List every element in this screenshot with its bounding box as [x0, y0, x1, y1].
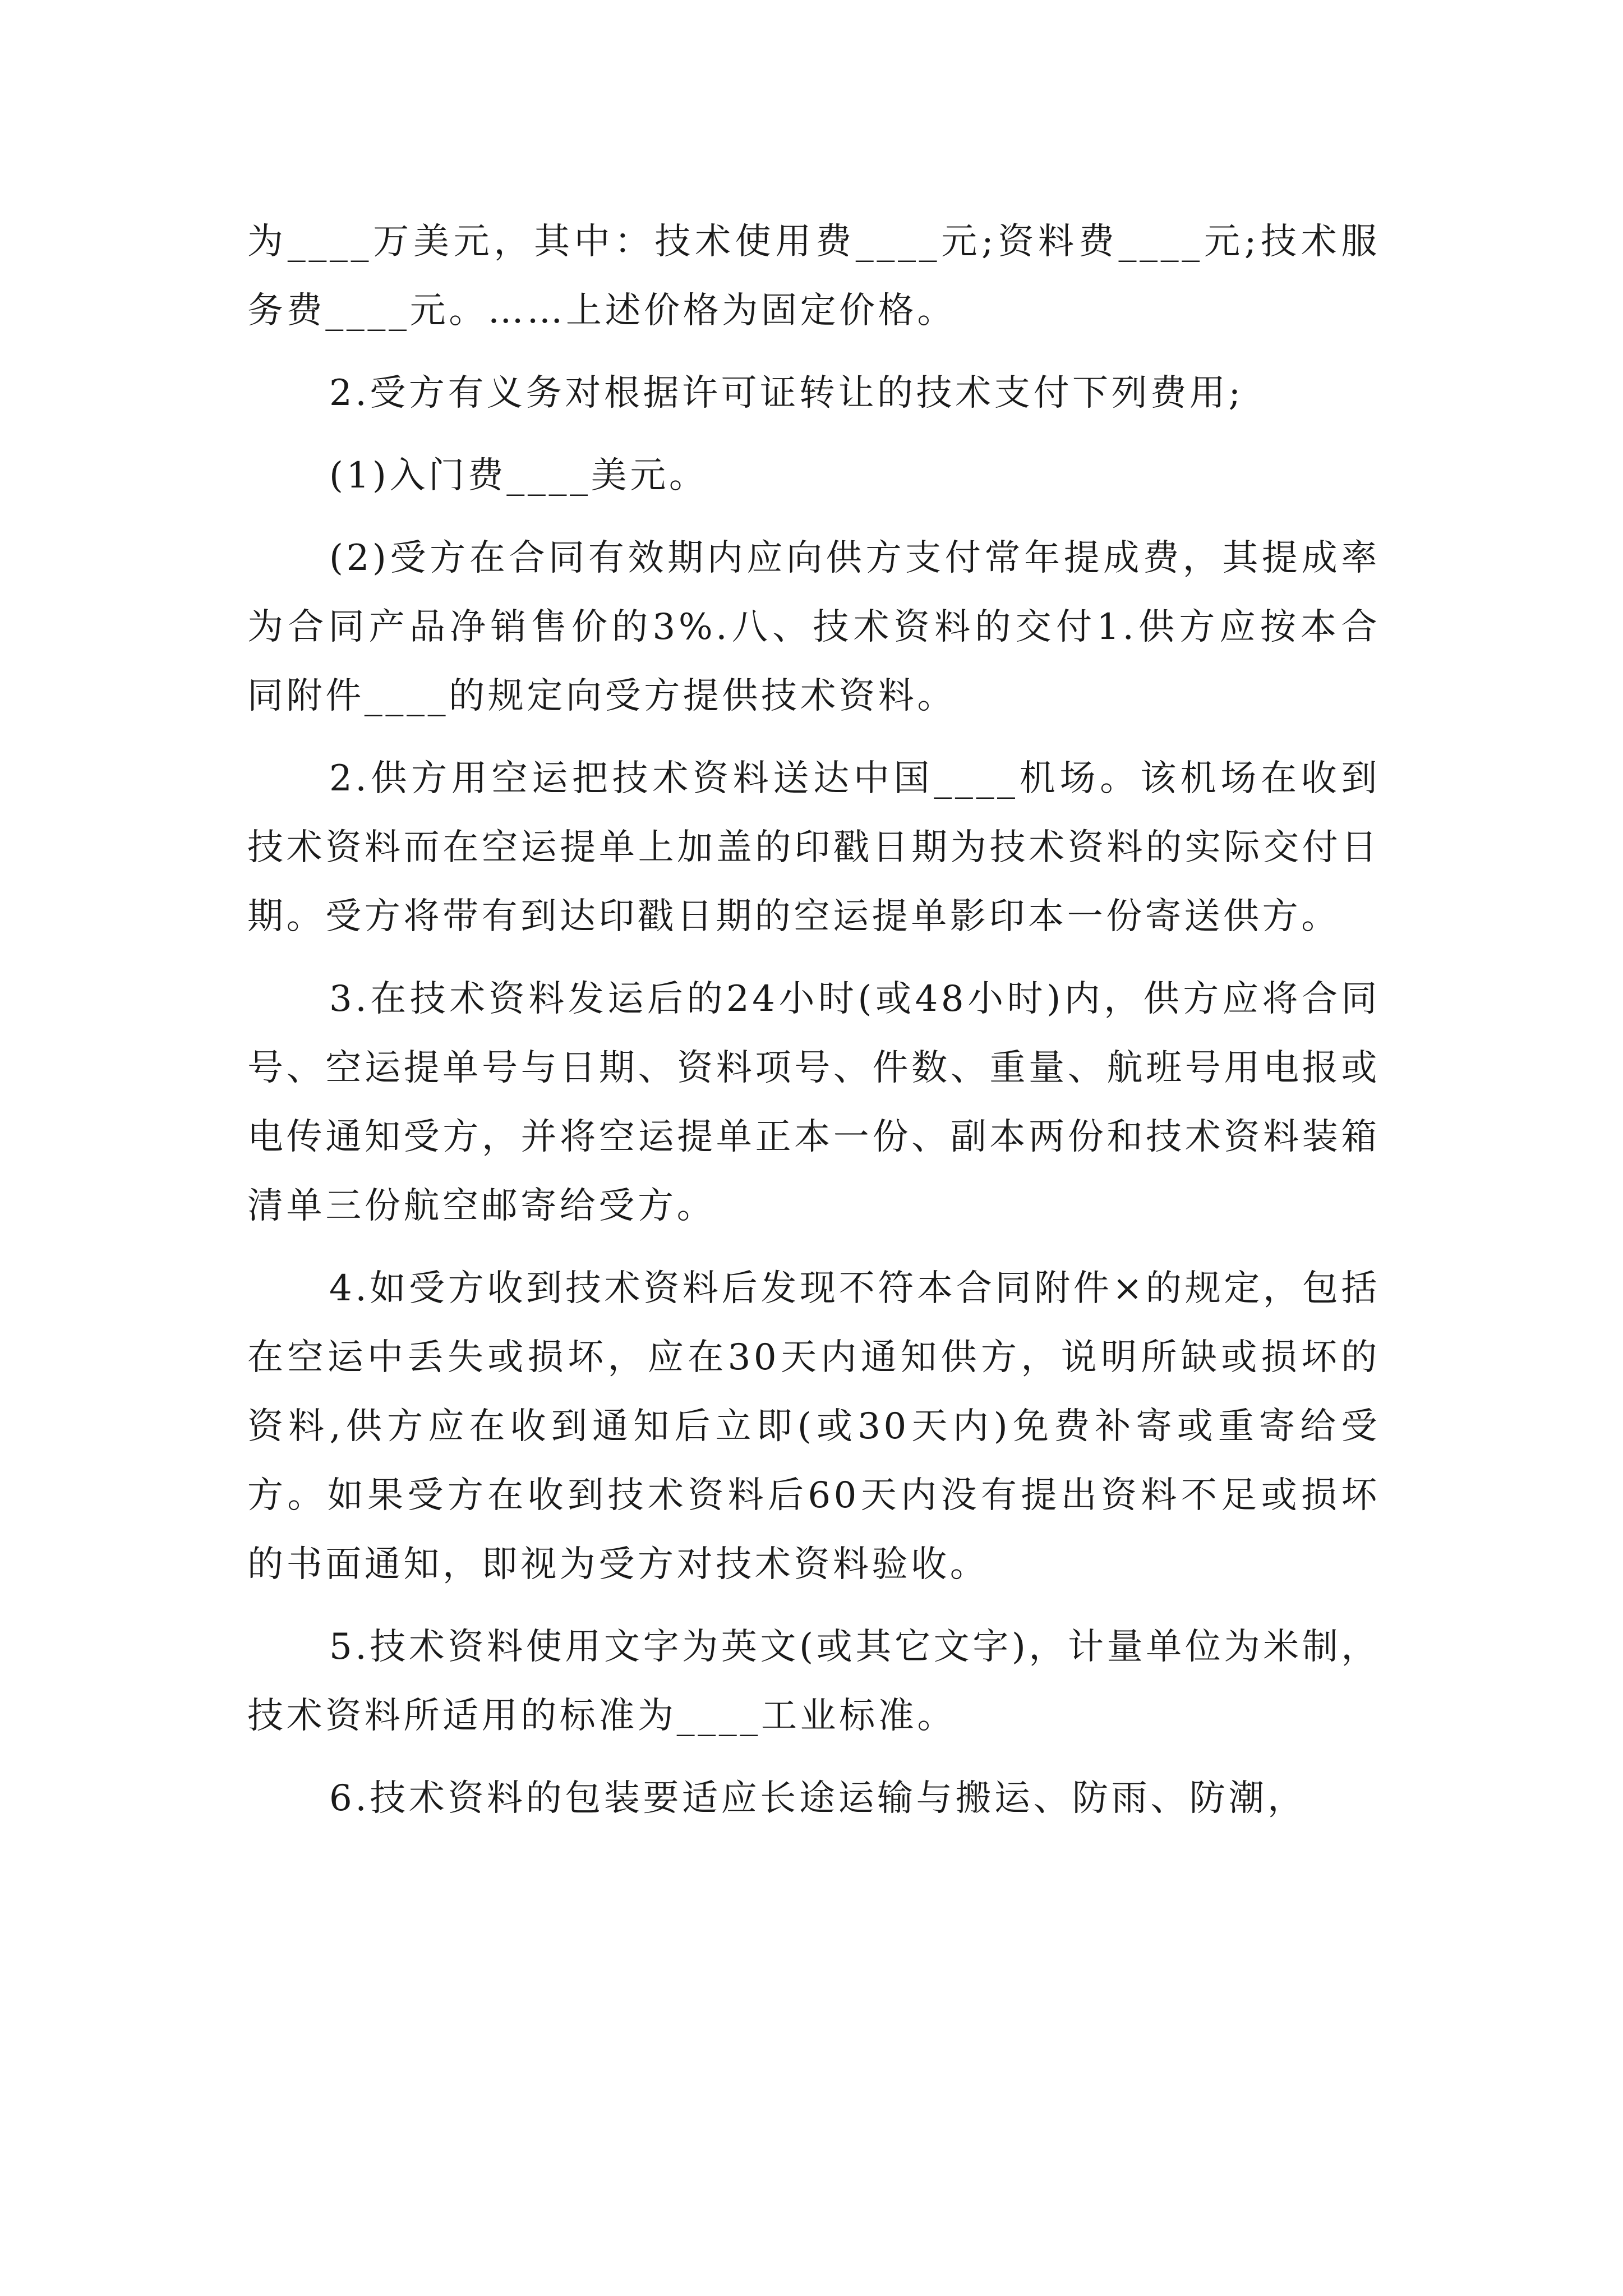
paragraph-clause-2-fees: 2.受方有义务对根据许可证转让的技术支付下列费用;: [329, 372, 1244, 414]
paragraph-packaging: 6.技术资料的包装要适应长途运输与搬运、防雨、防潮，: [329, 1778, 1307, 1819]
paragraph-price-breakdown: 为____万美元，其中：技术使用费____元;资料费____元;技术服务费____元。……上述价格为固定价格。: [247, 221, 1380, 332]
paragraph-entry-fee: (1)入门费____美元。: [329, 455, 708, 496]
document-body: [247, 208, 1380, 1833]
paragraph-air-delivery: 2.供方用空运把技术资料送达中国____机场。该机场在收到技术资料而在空运提单上加盖的印戳日期为技术资料的实际交付日期。受方将带有到达印戳日期的空运提单影印本一份寄送供方。: [247, 758, 1380, 937]
paragraph-language-standard: 5.技术资料使用文字为英文(或其它文字)，计量单位为米制，技术资料所适用的标准为____工业标准。: [247, 1626, 1380, 1737]
paragraph-royalty: (2)受方在合同有效期内应向供方支付常年提成费，其提成率为合同产品净销售价的3%.八、技术资料的交付1.供方应按本合同附件____的规定向受方提供技术资料。: [247, 537, 1380, 717]
paragraph-shipment-notice: 3.在技术资料发运后的24小时(或48小时)内，供方应将合同号、空运提单号与日期、资料项号、件数、重量、航班号用电报或电传通知受方，并将空运提单正本一份、副本两份和技术资料装箱清单三份航空邮寄给受方。: [247, 978, 1380, 1227]
paragraph-inspection: 4.如受方收到技术资料后发现不符本合同附件×的规定，包括在空运中丢失或损坏，应在30天内通知供方，说明所缺或损坏的资料,供方应在收到通知后立即(或30天内)免费补寄或重寄给受方。如果受方在收到技术资料后60天内没有提出资料不足或损坏的书面通知，即视为受方对技术资料验收。: [247, 1268, 1380, 1585]
